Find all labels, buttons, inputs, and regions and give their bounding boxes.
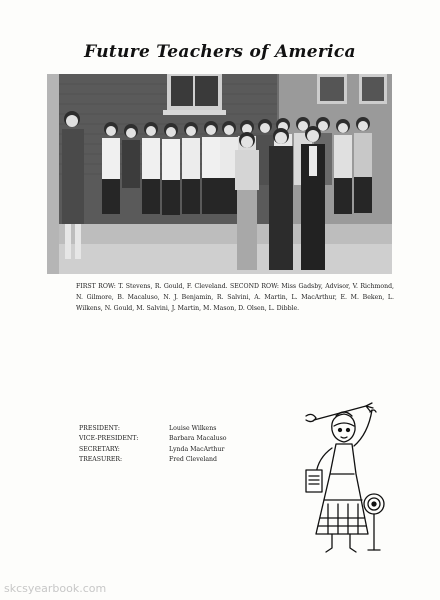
page-title: Future Teachers of America	[84, 42, 356, 62]
cartoon-drawing	[296, 400, 388, 556]
officer-row	[79, 455, 279, 466]
officer-row	[79, 434, 279, 445]
officer-title: VICE-PRESIDENT:	[79, 435, 139, 443]
officer-title: TREASURER:	[79, 456, 123, 464]
officer-title: SECRETARY:	[79, 445, 120, 453]
photo-caption: FIRST ROW: T. Stevens, R. Gould, F. Cleveland. SECOND ROW: Miss Gadsby, Advisor, V. Richmond, N. Gilmore, B. Macaluso, N. J. Benjamin, R. Salvini, A. Martin, L. MacArthur, E. M. Beken, L. Wilkens, N. Gould, M. Salvini, J. Martin, M. Mason, D. Olsen, L. Dibble.	[76, 283, 394, 312]
officer-row	[79, 444, 279, 455]
officer-name: Louise Wilkens	[169, 424, 217, 432]
officer-name: Lynda MacArthur	[169, 445, 225, 453]
group-photo-image	[47, 74, 392, 274]
group-photo	[47, 74, 392, 274]
officer-row	[79, 423, 279, 434]
officer-name: Barbara Macaluso	[169, 435, 227, 443]
officers-list	[79, 423, 279, 465]
officer-name: Fred Cleveland	[169, 456, 217, 464]
teacher-cartoon-illustration	[296, 400, 388, 556]
watermark-text: skcsyearbook.com	[4, 582, 107, 595]
officer-title: PRESIDENT:	[79, 424, 120, 432]
